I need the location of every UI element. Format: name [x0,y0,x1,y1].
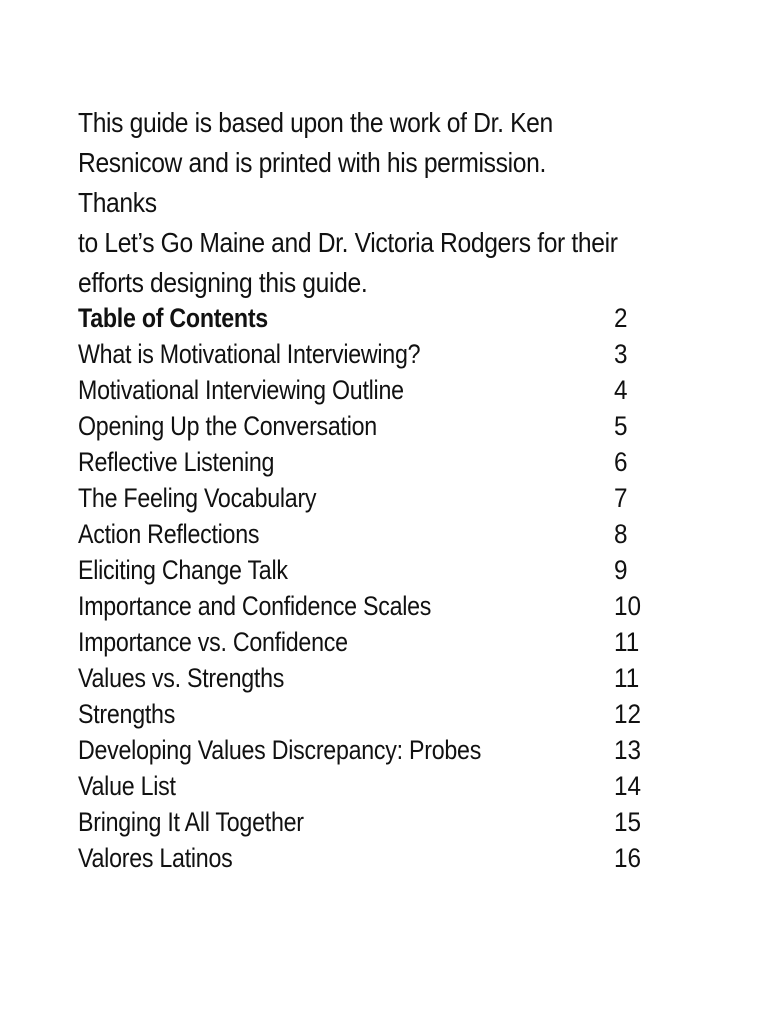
intro-paragraph [78,103,624,303]
toc-entry-title: Strengths [78,699,176,729]
toc-entry-page-number: 12 [614,699,642,729]
toc-entry-title: Developing Values Discrepancy: Probes [78,735,482,765]
toc-entry-title: Valores Latinos [78,843,233,873]
toc-entry [78,660,678,696]
toc-entry-page-number: 5 [614,411,628,441]
toc-entry-page-number: 3 [614,339,628,369]
table-of-contents [78,300,678,876]
toc-heading-page-number: 2 [614,303,628,333]
toc-entry-page-number: 15 [614,807,642,837]
toc-entry [78,804,678,840]
toc-entry-page-number: 10 [614,591,642,621]
toc-entry-page-number: 8 [614,519,628,549]
toc-entry-page-number: 11 [614,627,640,657]
toc-entry-title: Action Reflections [78,519,260,549]
toc-entry [78,480,678,516]
toc-entry-title: Bringing It All Together [78,807,304,837]
toc-entry-page-number: 4 [614,375,628,405]
toc-entry [78,588,678,624]
toc-entry-title: What is Motivational Interviewing? [78,339,421,369]
toc-entry-title: Importance vs. Confidence [78,627,348,657]
toc-entry-title: The Feeling Vocabulary [78,483,317,513]
toc-entry [78,768,678,804]
toc-entry-page-number: 6 [614,447,628,477]
toc-entry-page-number: 7 [614,483,628,513]
toc-entry-page-number: 11 [614,663,640,693]
toc-entry-title: Reflective Listening [78,447,275,477]
toc-entry-title: Value List [78,771,176,801]
toc-entry [78,444,678,480]
toc-entry [78,408,678,444]
toc-entry-title: Eliciting Change Talk [78,555,288,585]
toc-entry-title: Motivational Interviewing Outline [78,375,404,405]
toc-entry [78,696,678,732]
toc-entry [78,840,678,876]
toc-entry [78,624,678,660]
toc-entry-title: Values vs. Strengths [78,663,285,693]
intro-line: efforts designing this guide. [78,267,368,298]
toc-heading-row [78,300,678,336]
toc-entry-page-number: 13 [614,735,642,765]
toc-entry [78,732,678,768]
toc-entry [78,336,678,372]
toc-entry-page-number: 9 [614,555,628,585]
toc-entry-title: Importance and Confidence Scales [78,591,432,621]
intro-line: This guide is based upon the work of Dr. Ken [78,107,553,138]
toc-entry-page-number: 14 [614,771,642,801]
toc-entry [78,372,678,408]
toc-entry [78,516,678,552]
intro-line: to Let’s Go Maine and Dr. Victoria Rodgers for their [78,227,618,258]
toc-entry-page-number: 16 [614,843,642,873]
toc-heading: Table of Contents [78,303,268,333]
intro-line: Resnicow and is printed with his permission. Thanks [78,147,546,218]
toc-entry [78,552,678,588]
toc-entry-title: Opening Up the Conversation [78,411,377,441]
